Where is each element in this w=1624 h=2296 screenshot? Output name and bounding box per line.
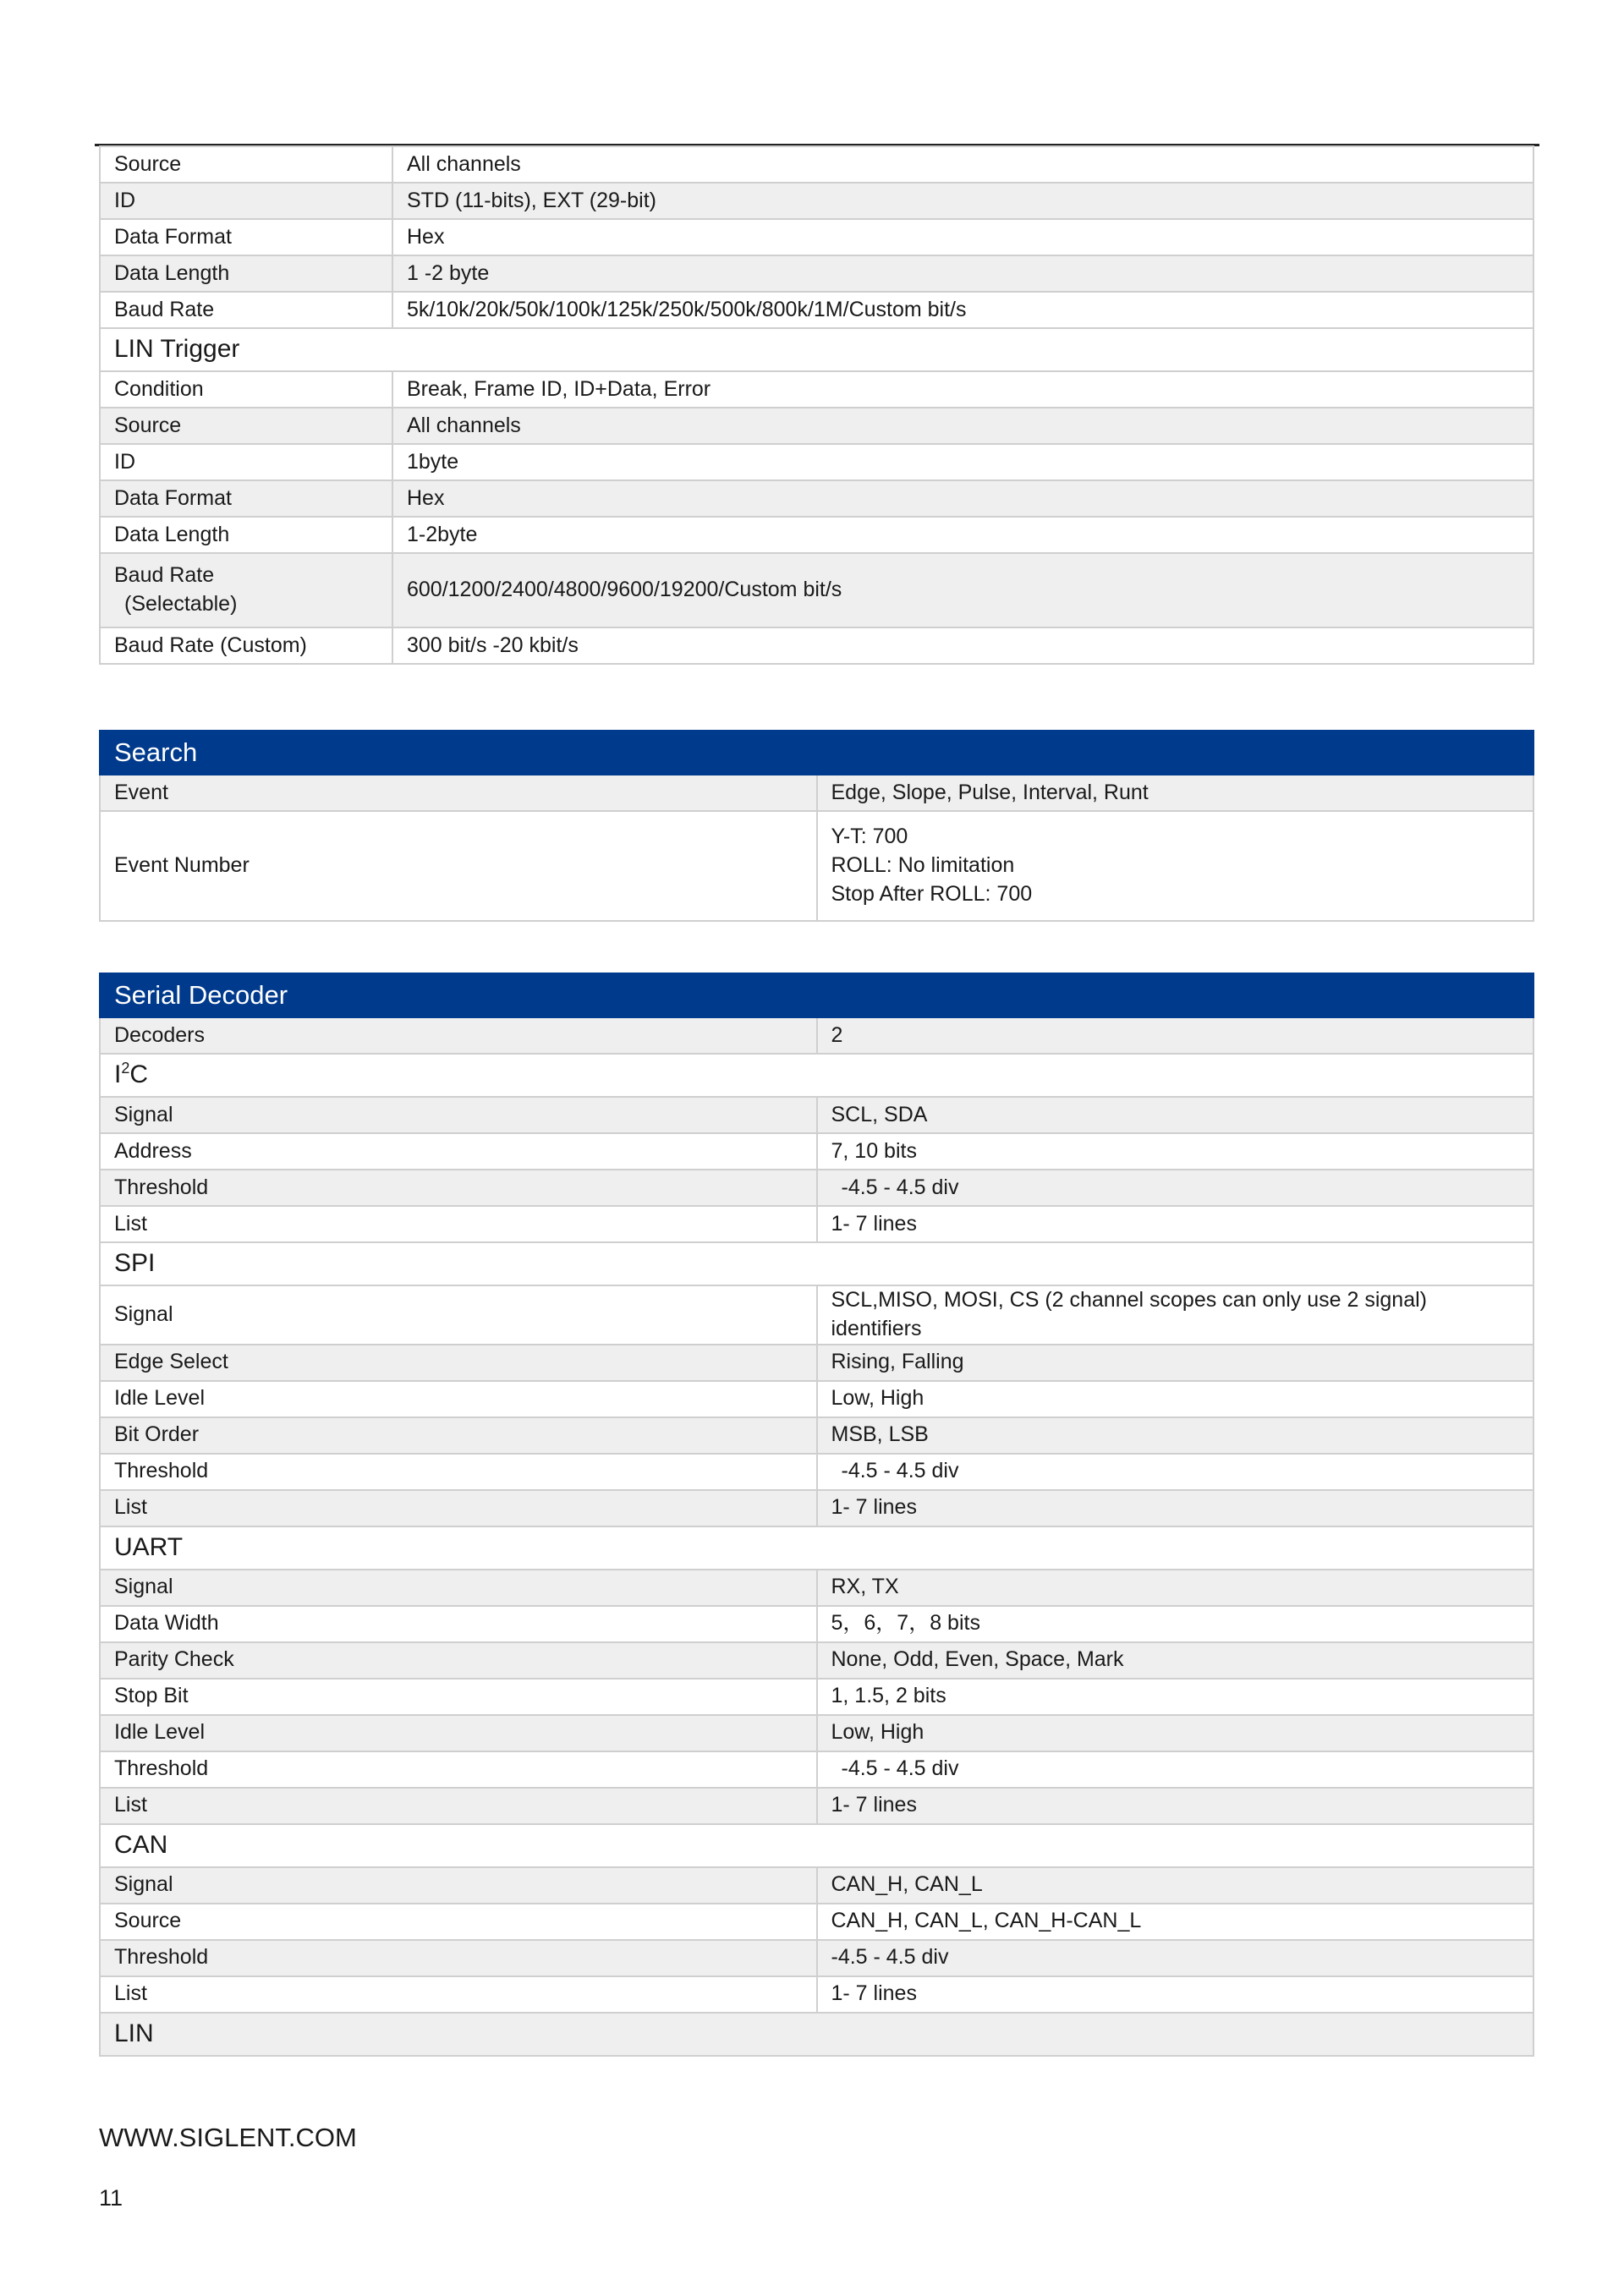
row-key: Threshold	[100, 1940, 817, 1976]
table-row	[100, 1017, 1533, 1054]
row-value: Rising, Falling	[817, 1345, 1534, 1381]
table-row	[100, 408, 1533, 444]
row-value: Low, High	[817, 1381, 1534, 1417]
row-value-text: -4.5 - 4.5 div	[841, 1756, 959, 1781]
row-value: CAN_H, CAN_L	[817, 1867, 1534, 1904]
table-row	[100, 627, 1533, 664]
footer-website: WWW.SIGLENT.COM	[99, 2123, 357, 2152]
row-value	[817, 1454, 1534, 1490]
row-key: List	[100, 1206, 817, 1242]
table-row	[100, 1345, 1533, 1381]
row-value-text: -4.5 - 4.5 div	[841, 1175, 959, 1199]
row-key: Threshold	[100, 1170, 817, 1206]
row-value: 7, 10 bits	[817, 1133, 1534, 1170]
row-value	[817, 811, 1534, 921]
row-key: Idle Level	[100, 1381, 817, 1417]
section-header-search	[100, 731, 1533, 775]
table-row	[100, 292, 1533, 328]
row-key-line: (Selectable)	[124, 592, 238, 616]
row-value: 1 -2 byte	[392, 255, 1533, 292]
row-key: Signal	[100, 1097, 817, 1133]
row-key: ID	[100, 444, 392, 480]
row-value: MSB, LSB	[817, 1417, 1534, 1454]
table-row	[100, 480, 1533, 517]
row-key: Data Width	[100, 1606, 817, 1642]
row-key-line: Baud Rate	[114, 563, 215, 588]
table-row	[100, 553, 1533, 627]
row-value: 1byte	[392, 444, 1533, 480]
row-key: List	[100, 1490, 817, 1526]
section-subheading-i2c	[100, 1054, 1533, 1097]
row-value: -4.5 - 4.5 div	[817, 1940, 1534, 1976]
row-key: Idle Level	[100, 1715, 817, 1751]
row-value: SCL, SDA	[817, 1097, 1534, 1133]
row-value: 600/1200/2400/4800/9600/19200/Custom bit/s	[392, 553, 1533, 627]
row-value: Low, High	[817, 1715, 1534, 1751]
section-subheading-spi	[100, 1242, 1533, 1285]
row-key: Threshold	[100, 1454, 817, 1490]
row-value: 1- 7 lines	[817, 1206, 1534, 1242]
section-header-serial-decoder	[100, 973, 1533, 1017]
row-value: 5，6，7，8 bits	[817, 1606, 1534, 1642]
section-header-text: Serial Decoder	[100, 973, 1533, 1017]
row-value-text: -4.5 - 4.5 div	[841, 1459, 959, 1483]
table-row	[100, 1417, 1533, 1454]
row-value-line: Y-T: 700	[831, 825, 908, 849]
table-row	[100, 1788, 1533, 1824]
serial-decoder-spec-table	[99, 973, 1534, 2057]
row-key: Edge Select	[100, 1345, 817, 1381]
subheading-text: LIN	[100, 2013, 1533, 2056]
row-value: All channels	[392, 408, 1533, 444]
row-value: 5k/10k/20k/50k/100k/125k/250k/500k/800k/1M/Custom bit/s	[392, 292, 1533, 328]
table-row	[100, 1133, 1533, 1170]
row-value: RX, TX	[817, 1570, 1534, 1606]
row-key: Data Format	[100, 219, 392, 255]
table-row	[100, 371, 1533, 408]
section-subheading-can	[100, 1824, 1533, 1867]
section-header-text: Search	[100, 731, 1533, 775]
row-key: Event	[100, 775, 817, 811]
row-value: 1- 7 lines	[817, 1788, 1534, 1824]
row-value	[817, 1751, 1534, 1788]
table-row	[100, 1867, 1533, 1904]
table-row	[100, 1170, 1533, 1206]
row-key: Parity Check	[100, 1642, 817, 1679]
table-row	[100, 1381, 1533, 1417]
row-value: 1- 7 lines	[817, 1490, 1534, 1526]
row-value-line: ROLL: No limitation	[831, 853, 1015, 878]
row-value: Edge, Slope, Pulse, Interval, Runt	[817, 775, 1534, 811]
subheading-part: I	[114, 1060, 122, 1089]
row-key: Address	[100, 1133, 817, 1170]
table-row	[100, 811, 1533, 921]
subheading-text: UART	[100, 1526, 1533, 1570]
trigger-spec-table	[99, 145, 1534, 665]
subheading-superscript: 2	[121, 1060, 130, 1077]
table-row	[100, 1904, 1533, 1940]
table-row	[100, 219, 1533, 255]
row-value: 300 bit/s -20 kbit/s	[392, 627, 1533, 664]
row-value-line: Stop After ROLL: 700	[831, 881, 1033, 906]
row-key: Threshold	[100, 1751, 817, 1788]
page-number: 11	[99, 2185, 123, 2211]
row-key: List	[100, 1788, 817, 1824]
row-value	[817, 1170, 1534, 1206]
row-key: Decoders	[100, 1017, 817, 1054]
table-row	[100, 517, 1533, 553]
table-row	[100, 444, 1533, 480]
subheading-text: SPI	[100, 1242, 1533, 1285]
row-value: All channels	[392, 146, 1533, 183]
row-value: 1- 7 lines	[817, 1976, 1534, 2013]
row-value: None, Odd, Even, Space, Mark	[817, 1642, 1534, 1679]
row-key: Bit Order	[100, 1417, 817, 1454]
table-row	[100, 1570, 1533, 1606]
row-value: 1, 1.5, 2 bits	[817, 1679, 1534, 1715]
row-key	[100, 553, 392, 627]
table-row	[100, 183, 1533, 219]
row-key: Stop Bit	[100, 1679, 817, 1715]
row-key: Signal	[100, 1867, 817, 1904]
row-key: Data Length	[100, 255, 392, 292]
row-value: 2	[817, 1017, 1534, 1054]
section-subheading-uart	[100, 1526, 1533, 1570]
row-key: Source	[100, 1904, 817, 1940]
row-key: Data Length	[100, 517, 392, 553]
search-spec-table	[99, 730, 1534, 922]
row-value: CAN_H, CAN_L, CAN_H-CAN_L	[817, 1904, 1534, 1940]
table-row	[100, 1976, 1533, 2013]
table-row	[100, 775, 1533, 811]
row-key: List	[100, 1976, 817, 2013]
row-key: Source	[100, 408, 392, 444]
table-row	[100, 1206, 1533, 1242]
row-value: 1-2byte	[392, 517, 1533, 553]
row-value: Hex	[392, 219, 1533, 255]
table-row	[100, 1642, 1533, 1679]
subheading-text: LIN Trigger	[100, 328, 1533, 371]
table-row	[100, 1679, 1533, 1715]
table-row	[100, 1606, 1533, 1642]
row-key: Signal	[100, 1570, 817, 1606]
table-row	[100, 1097, 1533, 1133]
row-key: ID	[100, 183, 392, 219]
table-row	[100, 1940, 1533, 1976]
table-row	[100, 1751, 1533, 1788]
section-subheading-lin	[100, 2013, 1533, 2056]
row-value: SCL,MISO, MOSI, CS (2 channel scopes can only use 2 signal) identifiers	[817, 1285, 1534, 1345]
row-key: Condition	[100, 371, 392, 408]
row-key: Event Number	[100, 811, 817, 921]
row-key: Baud Rate	[100, 292, 392, 328]
table-row	[100, 1454, 1533, 1490]
row-value: Hex	[392, 480, 1533, 517]
table-row	[100, 1490, 1533, 1526]
subheading-text	[100, 1054, 1533, 1097]
row-key: Source	[100, 146, 392, 183]
table-row	[100, 1715, 1533, 1751]
row-key: Baud Rate (Custom)	[100, 627, 392, 664]
row-value: Break, Frame ID, ID+Data, Error	[392, 371, 1533, 408]
row-value: STD (11-bits), EXT (29-bit)	[392, 183, 1533, 219]
table-row	[100, 255, 1533, 292]
section-subheading-lin-trigger	[100, 328, 1533, 371]
row-key: Data Format	[100, 480, 392, 517]
table-row	[100, 1285, 1533, 1345]
subheading-text: CAN	[100, 1824, 1533, 1867]
row-key: Signal	[100, 1285, 817, 1345]
table-row	[100, 146, 1533, 183]
subheading-part: C	[129, 1060, 149, 1089]
